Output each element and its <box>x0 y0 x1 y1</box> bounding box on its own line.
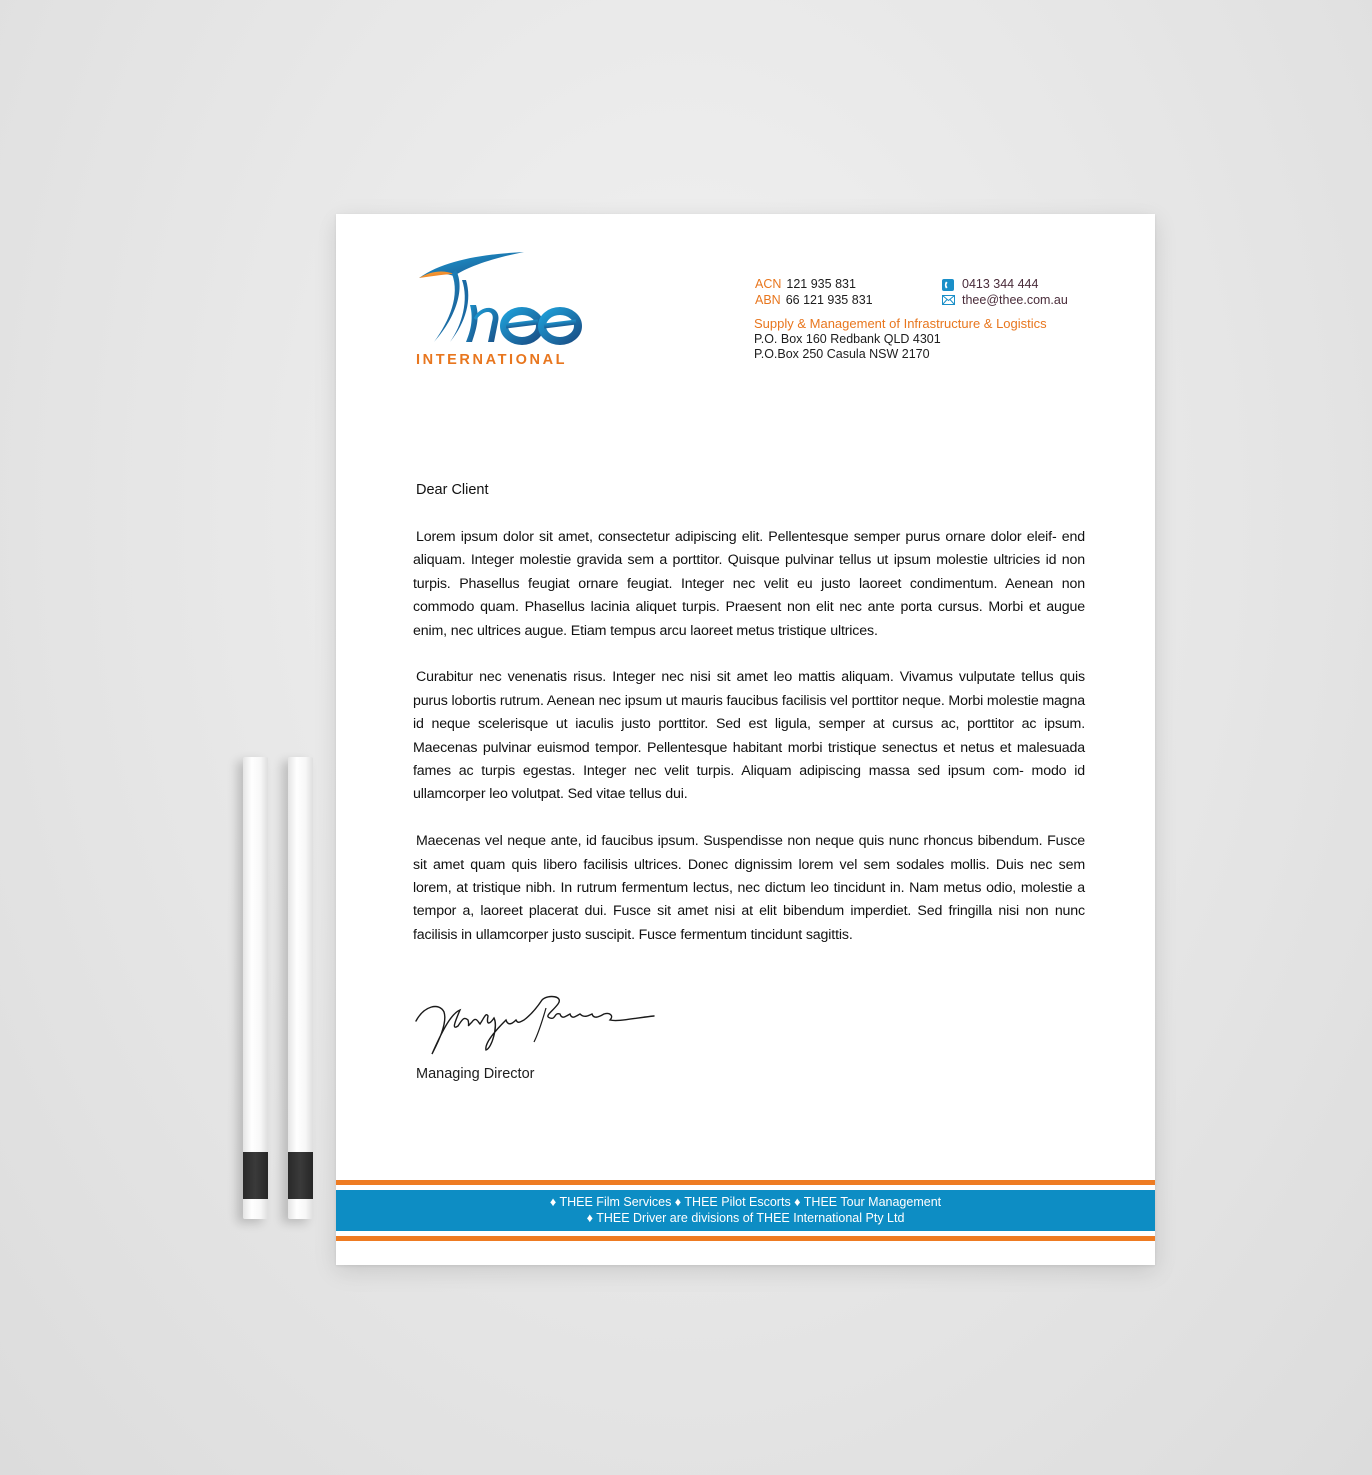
phone-number[interactable]: 0413 344 444 <box>962 277 1039 291</box>
signature-image <box>414 986 664 1061</box>
email-row <box>942 293 1068 309</box>
footer-band <box>336 1190 1155 1231</box>
company-logo <box>414 250 584 370</box>
body-paragraph: Curabitur nec venenatis risus. Integer nec nisi sit amet leo mattis aliquam. Vivamus vulputate tellus quis purus lobortis rutrum. Aenean nec ipsum ut mauris faucibus facilisis vel porttitor neque. Morbi molestie magna id neque scelerisque ut iaculis justo porttitor. Sed est ligula, semper at cursus ac, porttitor ac ipsum. Maecenas pulvinar euismod tempor. Pellentesque habitant morbi tristique senectus et netus et malesuada fames ac turpis egestas. Integer nec velit turpis. Aliquam adipiscing massa sed ipsum com- modo id ullamcorper leo volutpat. Sed vitae tellus dui. <box>413 669 1085 803</box>
letter-greeting: Dear Client <box>416 482 489 498</box>
acn-label: ACN <box>755 277 782 291</box>
footer-orange-rule-bottom <box>336 1236 1155 1241</box>
abn-label: ABN <box>755 292 781 307</box>
footer-line: ♦ THEE Film Services ♦ THEE Pilot Escorts ♦ THEE Tour Management <box>549 1195 942 1209</box>
contact-info <box>942 277 1068 308</box>
phone-icon <box>942 279 955 291</box>
pen-band <box>288 1152 313 1199</box>
logo-subtitle: INTERNATIONAL <box>416 352 568 368</box>
pen-right <box>288 757 313 1219</box>
phone-row <box>942 277 1068 293</box>
letter-body <box>413 526 1085 971</box>
pen-left <box>243 757 268 1219</box>
company-tagline: Supply & Management of Infrastructure & Logistics <box>754 316 1047 331</box>
acn-value: 121 935 831 <box>786 277 856 291</box>
body-paragraph: Maecenas vel neque ante, id faucibus ipsum. Suspendisse non neque quis nunc rhoncus bibendum. Fusce sit amet quam quis libero facilisis ultrices. Donec dignissim lorem vel sem sodales mollis. Duis nec sem lorem, at tristique nibh. In rutrum fermentum lectus, nec dictum leo tincidunt in. Nam metus odio, molestie a tempor a, laoreet placerat dui. Fusce sit amet nisi at elit bibendum imperdiet. Sed fringilla nisi non nunc facilisis in ullamcorper justo suscipit. Fusce fermentum tincidunt sagittis. <box>413 833 1085 943</box>
address-line: P.O. Box 160 Redbank QLD 4301 <box>754 331 941 346</box>
footer-orange-rule-top <box>336 1180 1155 1185</box>
letterhead-page <box>336 214 1155 1265</box>
abn-row <box>755 293 873 309</box>
footer-line: ♦ THEE Driver are divisions of THEE International Pty Ltd <box>586 1211 905 1225</box>
registration-info <box>755 277 873 308</box>
body-paragraph: Lorem ipsum dolor sit amet, consectetur adipiscing elit. Pellentesque semper purus ornare dolor eleif- end aliquam. Integer molestie gravida sem a porttitor. Quisque pulvinar tellus ut ipsum molestie ultricies id non turpis. Phasellus feugiat ornare feugiat. Integer nec velit eu justo laoreet condimentum. Aenean non commodo quam. Phasellus lacinia aliquet turpis. Praesent non elit nec ante porta cursus. Morbi et augue enim, nec ultrices augue. Etiam tempus arcu laoreet metus tristique ultrices. <box>413 529 1085 639</box>
abn-value: 66 121 935 831 <box>785 292 873 307</box>
mail-icon <box>942 294 955 306</box>
address-line: P.O.Box 250 Casula NSW 2170 <box>754 347 930 361</box>
thee-swoosh-logo-icon <box>414 250 584 350</box>
pen-band <box>243 1152 268 1199</box>
address-block <box>754 316 1047 363</box>
acn-row <box>755 277 873 293</box>
email-address[interactable]: thee@thee.com.au <box>962 292 1068 307</box>
handwritten-signature-icon <box>414 986 664 1061</box>
signatory-title: Managing Director <box>416 1066 535 1082</box>
